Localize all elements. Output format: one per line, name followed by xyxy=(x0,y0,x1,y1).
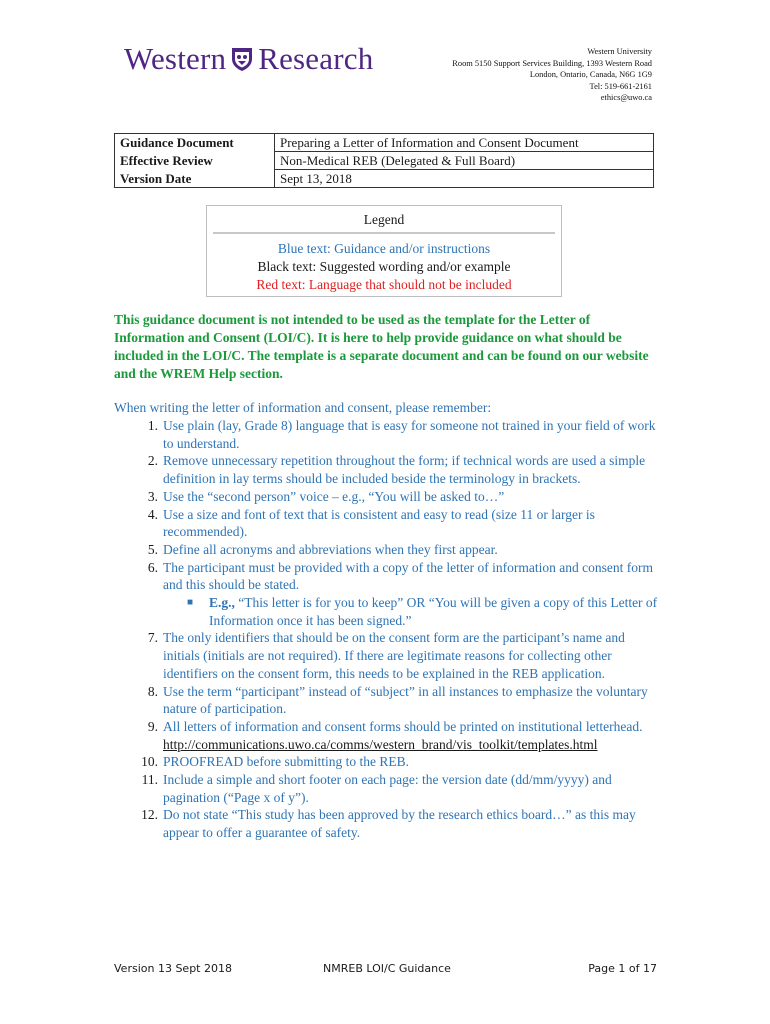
item-number: 6. xyxy=(147,559,158,575)
list-item xyxy=(114,417,659,452)
item-number: 3. xyxy=(147,488,158,504)
item-number: 2. xyxy=(147,453,158,469)
list-item xyxy=(114,488,659,506)
sub-list-item xyxy=(114,594,659,629)
item-number: 10. xyxy=(141,754,158,770)
item-text: PROOFREAD before submitting to the REB. xyxy=(163,754,409,770)
meta-value: Preparing a Letter of Information and Consent Document xyxy=(275,134,654,152)
list-item xyxy=(114,452,659,487)
address-line: Tel: 519-661-2161 xyxy=(589,81,652,91)
address-line: Room 5150 Support Services Building, 1393 Western Road xyxy=(452,58,652,68)
item-text: The only identifiers that should be on the consent form are the participant’s name and initials (initials are not required). If there are legitimate reasons for collecting other identifiers on the consent form, this needs to be explained in the REB application. xyxy=(163,630,625,681)
meta-value: Non-Medical REB (Delegated & Full Board) xyxy=(275,152,654,170)
item-text: Do not state “This study has been approved by the research ethics board…” as this may appear to offer a guarantee of safety. xyxy=(163,807,636,841)
item-text: All letters of information and consent forms should be printed on institutional letterhead. xyxy=(163,718,643,734)
item-text: Define all acronyms and abbreviations when they first appear. xyxy=(163,541,498,557)
guidance-list xyxy=(114,417,659,842)
logo-word-western: Western xyxy=(124,41,227,76)
meta-row xyxy=(115,170,654,188)
meta-row xyxy=(115,152,654,170)
footer-title: NMREB LOI/C Guidance xyxy=(323,962,451,975)
intro-notice: This guidance document is not intended to be used as the template for the Letter of Information and Consent (LOI/C). It is here to help provide guidance on what should be included in the LOI/C. The template is a separate document and can be found on our website and the WREM Help section. xyxy=(114,312,649,381)
item-number: 8. xyxy=(147,683,158,699)
item-number: 5. xyxy=(147,541,158,557)
document-meta-table xyxy=(114,133,654,188)
meta-key: Guidance Document xyxy=(115,134,275,152)
legend-red-text: Red text: Language that should not be included xyxy=(256,277,512,292)
item-text: Use plain (lay, Grade 8) language that is easy for someone not trained in your field of work to understand. xyxy=(163,418,656,451)
item-text: Include a simple and short footer on each page: the version date (dd/mm/yyyy) and pagination (“Page x of y”). xyxy=(163,772,612,805)
footer-version: Version 13 Sept 2018 xyxy=(114,962,232,975)
page-footer xyxy=(114,962,659,980)
list-item xyxy=(114,753,659,771)
item-number: 12. xyxy=(141,807,158,823)
item-number: 1. xyxy=(147,418,158,433)
list-item xyxy=(114,683,659,718)
address-line: Western University xyxy=(587,47,652,56)
footer-page-number: Page 1 of 17 xyxy=(588,962,657,975)
list-item xyxy=(114,718,659,736)
meta-key: Version Date xyxy=(115,170,275,188)
item-text: Use a size and font of text that is consistent and easy to read (size 11 or larger is recommended). xyxy=(163,506,595,540)
meta-row xyxy=(115,134,654,152)
legend-box xyxy=(206,205,562,297)
item-text: The participant must be provided with a copy of the letter of information and consent form and this should be stated. xyxy=(163,559,653,593)
item-number: 11. xyxy=(141,772,158,788)
legend-blue-text: Blue text: Guidance and/or instructions xyxy=(277,241,491,256)
meta-key: Effective Review xyxy=(115,152,275,170)
legend-black-text: Black text: Suggested wording and/or example xyxy=(257,259,511,274)
meta-value: Sept 13, 2018 xyxy=(275,170,654,188)
item-text: Use the term “participant” instead of “subject” in all instances to emphasize the voluntary nature of participation. xyxy=(163,683,648,717)
address-line: London, Ontario, Canada, N6G 1G9 xyxy=(529,70,652,79)
list-lead-in: When writing the letter of information and consent, please remember: xyxy=(114,400,492,415)
legend-divider xyxy=(213,232,555,234)
western-research-logo xyxy=(124,42,373,76)
list-item xyxy=(114,506,659,541)
crest-icon xyxy=(230,46,254,72)
list-item xyxy=(114,541,659,559)
example-text: “This letter is for you to keep” OR “You will be given a copy of this Letter of Information once it has been signed.” xyxy=(209,595,658,628)
item-number: 9. xyxy=(147,718,158,734)
list-item xyxy=(114,806,659,841)
item-number: 4. xyxy=(147,506,158,522)
letterhead-template-link[interactable]: http://communications.uwo.ca/comms/western_brand/vis_toolkit/templates.html xyxy=(163,736,598,752)
list-item xyxy=(114,629,659,682)
square-bullet-icon: ■ xyxy=(187,597,194,609)
address-email: ethics@uwo.ca xyxy=(600,93,652,102)
address-block xyxy=(452,46,652,104)
item-text: Remove unnecessary repetition throughout the form; if technical words are used a simple definition in lay terms should be included beside the terminology in brackets. xyxy=(163,453,646,487)
list-item xyxy=(114,559,659,594)
example-label: E.g., xyxy=(209,595,235,611)
logo-word-research: Research xyxy=(258,41,374,76)
item-number: 7. xyxy=(147,630,158,646)
legend-title: Legend xyxy=(363,212,405,227)
item-text: Use the “second person” voice – e.g., “You will be asked to…” xyxy=(163,488,505,504)
list-item xyxy=(114,771,659,806)
